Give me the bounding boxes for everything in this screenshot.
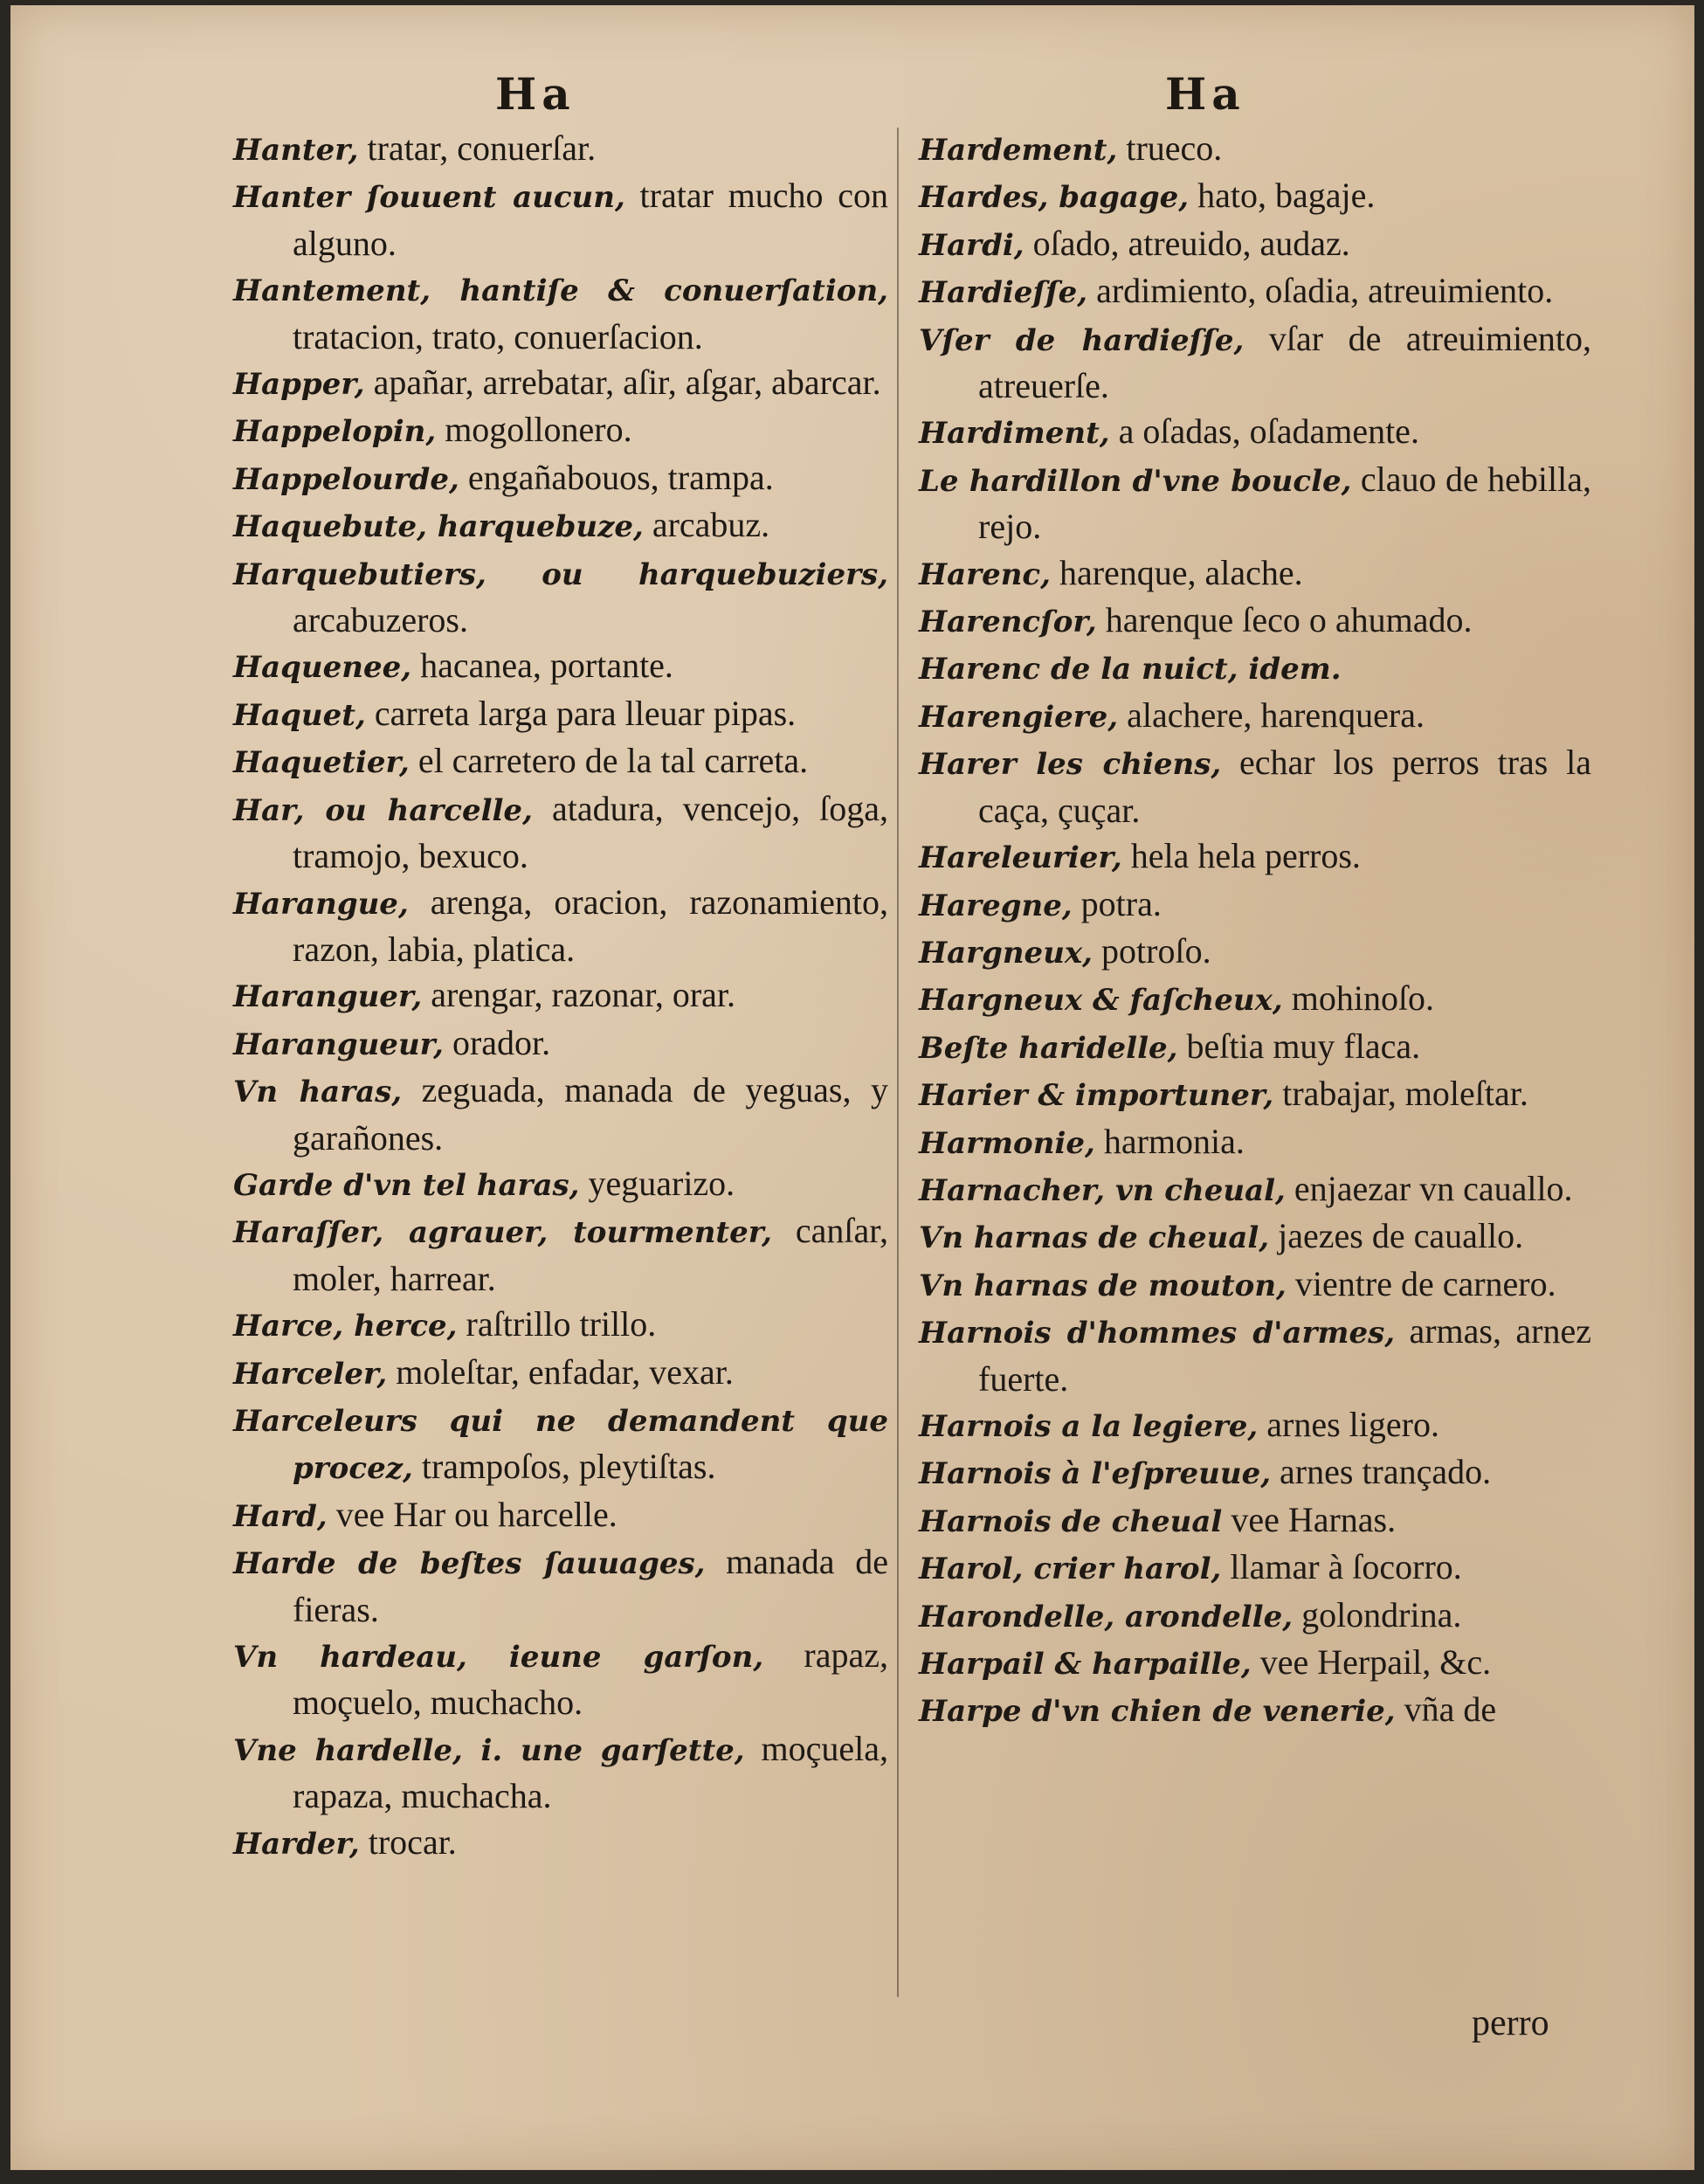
entry-headword: Happelourde, xyxy=(233,461,459,497)
entry-headword: Harce, herce, xyxy=(233,1309,458,1344)
entry-headword: Hard, xyxy=(233,1498,328,1534)
dictionary-entry xyxy=(233,972,888,1019)
entry-headword: Haquet, xyxy=(233,697,366,733)
entry-definition: beſtia muy flaca. xyxy=(1177,1026,1421,1066)
dictionary-entry xyxy=(919,693,1591,740)
entry-definition: vee Har ou harcelle. xyxy=(327,1494,617,1534)
dictionary-entry xyxy=(233,266,888,360)
running-head-left: Ha xyxy=(495,68,576,120)
dictionary-entry xyxy=(919,1213,1591,1261)
entry-headword: Harnois d'hommes d'armes, xyxy=(919,1316,1396,1351)
entry-headword: Harnois de cheual xyxy=(919,1503,1223,1539)
entry-definition: vſar de atreuimiento, atreuerſe. xyxy=(978,318,1592,406)
entry-definition: arcabuz. xyxy=(643,505,770,545)
entry-definition: trabajar, moleſtar. xyxy=(1273,1074,1528,1114)
entry-headword: Harengiere, xyxy=(919,699,1119,735)
entry-headword: Vn harnas de mouton, xyxy=(919,1268,1287,1303)
entry-definition: oſado, atreuido, audaz. xyxy=(1024,223,1350,263)
entry-headword: Harceler, xyxy=(233,1356,388,1392)
running-head-right: Ha xyxy=(1165,68,1245,120)
entry-headword: Haquebute, harquebuze, xyxy=(233,509,644,545)
entry-definition: a oſadas, oſadamente. xyxy=(1109,411,1419,452)
entry-headword: Le hardillon d'vne boucle, xyxy=(919,463,1352,499)
dictionary-entry xyxy=(919,645,1591,692)
entry-definition: alachere, harenquera. xyxy=(1118,695,1425,735)
entry-headword: Harier & importuner, xyxy=(919,1078,1274,1114)
entry-definition: harenque, alache. xyxy=(1050,552,1303,592)
entry-definition: mogollonero. xyxy=(436,410,632,450)
entry-definition: moçuela, rapaza, muchacha. xyxy=(293,1728,888,1816)
entry-headword: Hanter, xyxy=(233,133,359,168)
dictionary-entry xyxy=(233,1020,888,1068)
dictionary-entry xyxy=(919,1497,1591,1545)
dictionary-entry xyxy=(919,1166,1591,1213)
entry-headword: Harnois a la legiere, xyxy=(919,1408,1259,1444)
dictionary-entry xyxy=(233,126,888,173)
entry-definition: harenque ſeco o ahumado. xyxy=(1096,600,1473,640)
entry-definition: rapaz, moçuelo, muchacho. xyxy=(293,1635,888,1723)
entry-headword: Vn harnas de cheual, xyxy=(919,1220,1270,1256)
entry-headword: Vn haras, xyxy=(233,1075,403,1110)
dictionary-entry xyxy=(919,1119,1591,1166)
dictionary-entry xyxy=(919,1593,1591,1640)
dictionary-entry xyxy=(233,738,888,785)
catchword: perro xyxy=(1472,2003,1549,2043)
entry-headword: Harondelle, arondelle, xyxy=(919,1599,1294,1635)
entry-definition: tratar, conuerſar. xyxy=(358,128,597,168)
entry-headword: Harnois à l'eſpreuue, xyxy=(919,1456,1272,1492)
entry-headword: Harenc de la nuict, idem. xyxy=(919,652,1342,688)
entry-definition: armas, arnez fuerte. xyxy=(978,1311,1591,1399)
entry-definition: trocar. xyxy=(359,1821,457,1862)
entry-definition: jaezes de cauallo. xyxy=(1269,1216,1524,1256)
dictionary-entry xyxy=(233,1068,888,1161)
left-column xyxy=(233,126,888,1867)
entry-headword: Hardes, bagage, xyxy=(919,180,1190,216)
entry-headword: Harangue, xyxy=(233,886,409,922)
entry-headword: Hardieſſe, xyxy=(919,275,1088,311)
entry-definition: mohinoſo. xyxy=(1282,978,1435,1019)
dictionary-entry xyxy=(919,1309,1591,1402)
dictionary-entry xyxy=(233,502,888,549)
entry-headword: Hargneux, xyxy=(919,935,1093,971)
entry-definition: moleſtar, enfadar, vexar. xyxy=(387,1351,734,1392)
dictionary-entry xyxy=(233,1208,888,1302)
entry-headword: Harer les chiens, xyxy=(919,747,1222,783)
dictionary-entry xyxy=(919,1545,1591,1592)
dictionary-entry xyxy=(919,173,1591,220)
entry-headword: Garde d'vn tel haras, xyxy=(233,1167,580,1203)
entry-definition: trueco. xyxy=(1117,128,1223,168)
entry-definition: arcabuzeros. xyxy=(293,600,468,640)
entry-definition: zeguada, manada de yeguas, y garañones. xyxy=(293,1070,889,1158)
dictionary-entry xyxy=(919,268,1591,315)
dictionary-entry xyxy=(233,1820,888,1867)
entry-headword: Hantement, hantiſe & conuerſation, xyxy=(233,273,888,309)
entry-headword: Harquebutiers, ou harquebuziers, xyxy=(233,556,888,592)
dictionary-entry xyxy=(919,1640,1591,1687)
dictionary-entry xyxy=(233,1539,888,1633)
dictionary-entry xyxy=(919,550,1591,598)
entry-definition: arenga, oracion, razonamiento, razon, labia, platica. xyxy=(293,881,888,969)
column-divider xyxy=(897,128,899,1997)
dictionary-entry xyxy=(233,173,888,266)
entry-headword: Haranguer, xyxy=(233,979,423,1015)
dictionary-entry xyxy=(919,316,1591,410)
entry-definition: yeguarizo. xyxy=(579,1163,735,1203)
entry-headword: Haraſſer, agrauer, tourmenter, xyxy=(233,1215,773,1251)
dictionary-entry xyxy=(919,1402,1591,1449)
dictionary-entry xyxy=(233,643,888,690)
entry-definition: orador. xyxy=(443,1022,551,1062)
dictionary-entry xyxy=(233,1302,888,1349)
entry-definition: apañar, arrebatar, aſir, aſgar, abarcar. xyxy=(364,363,881,403)
dictionary-entry xyxy=(919,1261,1591,1309)
entry-definition: golondrina. xyxy=(1293,1594,1462,1635)
dictionary-entry xyxy=(919,1024,1591,1071)
entry-headword: Harmonie, xyxy=(919,1125,1095,1161)
entry-headword: Harpail & harpaille, xyxy=(919,1647,1252,1682)
dictionary-entry xyxy=(233,1726,888,1820)
entry-definition: carreta larga para lleuar pipas. xyxy=(365,693,797,733)
entry-definition: clauo de hebilla, rejo. xyxy=(978,459,1591,547)
entry-definition: canſar, moler, harrear. xyxy=(293,1211,889,1298)
dictionary-entry xyxy=(233,1492,888,1539)
entry-headword: Har, ou harcelle, xyxy=(233,792,533,828)
dictionary-entry xyxy=(919,457,1591,550)
entry-definition: arengar, razonar, orar. xyxy=(422,975,736,1015)
entry-definition: echar los perros tras la caça, çuçar. xyxy=(978,743,1591,830)
dictionary-entry xyxy=(233,786,888,880)
entry-definition: vee Herpail, &c. xyxy=(1251,1642,1492,1682)
entry-headword: Hargneux & faſcheux, xyxy=(919,983,1283,1019)
dictionary-entry xyxy=(919,881,1591,929)
entry-definition: tratar mucho con alguno. xyxy=(293,176,888,263)
dictionary-entry xyxy=(919,221,1591,268)
entry-definition: harmonia. xyxy=(1094,1121,1245,1161)
entry-definition: enjaezar vn cauallo. xyxy=(1285,1168,1573,1208)
entry-headword: Harpe d'vn chien de venerie, xyxy=(919,1694,1396,1730)
dictionary-entry xyxy=(233,1633,888,1726)
entry-headword: Harceleurs qui ne demandent que procez, xyxy=(233,1403,888,1487)
dictionary-entry xyxy=(919,1071,1591,1118)
dictionary-entry xyxy=(233,455,888,502)
entry-definition: arnes trançado. xyxy=(1271,1452,1492,1492)
entry-headword: Beſte haridelle, xyxy=(919,1030,1178,1066)
dictionary-entry xyxy=(233,550,888,644)
dictionary-entry xyxy=(233,407,888,454)
entry-headword: Happelopin, xyxy=(233,414,437,450)
entry-definition: manada de fieras. xyxy=(293,1542,888,1629)
dictionary-entry xyxy=(919,976,1591,1023)
dictionary-entry xyxy=(233,691,888,738)
entry-definition: tratacion, trato, conuerſacion. xyxy=(293,316,703,356)
entry-headword: Happer, xyxy=(233,367,365,403)
entry-headword: Harol, crier harol, xyxy=(919,1552,1222,1587)
entry-headword: Harenc, xyxy=(919,556,1051,592)
entry-definition: potroſo. xyxy=(1093,930,1211,971)
entry-definition: llamar à ſocorro. xyxy=(1221,1547,1462,1587)
entry-definition: engañabouos, trampa. xyxy=(459,457,774,497)
entry-definition: vña de xyxy=(1395,1690,1497,1730)
entry-headword: Harde de beſtes ſauuages, xyxy=(233,1546,706,1582)
dictionary-entry xyxy=(919,409,1591,456)
entry-headword: Harnacher, vn cheual, xyxy=(919,1172,1286,1208)
dictionary-entry xyxy=(233,360,888,407)
right-column xyxy=(919,126,1591,1735)
entry-headword: Harencſor, xyxy=(919,605,1097,640)
dictionary-entry xyxy=(919,126,1591,173)
entry-definition: hela hela perros. xyxy=(1121,836,1361,876)
entry-definition: ardimiento, oſadia, atreuimiento. xyxy=(1087,271,1554,311)
entry-headword: Hardi, xyxy=(919,227,1024,263)
dictionary-entry xyxy=(919,1449,1591,1496)
entry-definition: hato, bagaje. xyxy=(1189,176,1376,216)
entry-definition: vientre de carnero. xyxy=(1286,1263,1556,1303)
entry-headword: Hareleurier, xyxy=(919,840,1122,876)
entry-definition: raſtrillo trillo. xyxy=(457,1304,657,1344)
entry-definition: vee Harnas. xyxy=(1222,1499,1397,1539)
entry-headword: Vſer de hardieſſe, xyxy=(919,322,1245,358)
entry-headword: Haquetier, xyxy=(233,745,410,781)
entry-headword: Haregne, xyxy=(919,888,1073,923)
entry-headword: Harder, xyxy=(233,1826,360,1862)
dictionary-entry xyxy=(233,1397,888,1492)
entry-headword: Haquenee, xyxy=(233,650,412,686)
entry-definition: atadura, vencejo, ſoga, tramojo, bexuco. xyxy=(293,788,888,876)
entry-definition: potra. xyxy=(1072,883,1162,923)
entry-headword: Hardiment, xyxy=(919,416,1110,452)
dictionary-entry xyxy=(233,1161,888,1208)
entry-definition: hacanea, portante. xyxy=(411,646,673,686)
dictionary-entry xyxy=(233,880,888,973)
entry-headword: Harangueur, xyxy=(233,1026,444,1062)
entry-definition: arnes ligero. xyxy=(1258,1404,1439,1444)
book-page xyxy=(10,5,1694,2170)
dictionary-entry xyxy=(919,740,1591,833)
entry-headword: Vn hardeau, ieune garſon, xyxy=(233,1640,764,1675)
dictionary-entry xyxy=(919,833,1591,881)
dictionary-entry xyxy=(919,598,1591,645)
dictionary-entry xyxy=(919,929,1591,976)
entry-definition: el carretero de la tal carreta. xyxy=(409,741,809,781)
entry-headword: Vne hardelle, i. une garſette, xyxy=(233,1732,745,1768)
entry-headword: Hardement, xyxy=(919,133,1118,168)
dictionary-entry xyxy=(919,1687,1591,1734)
entry-definition: trampoſos, pleytiſtas. xyxy=(412,1447,716,1487)
entry-headword: Hanter ſouuent aucun, xyxy=(233,180,625,216)
dictionary-entry xyxy=(233,1350,888,1397)
